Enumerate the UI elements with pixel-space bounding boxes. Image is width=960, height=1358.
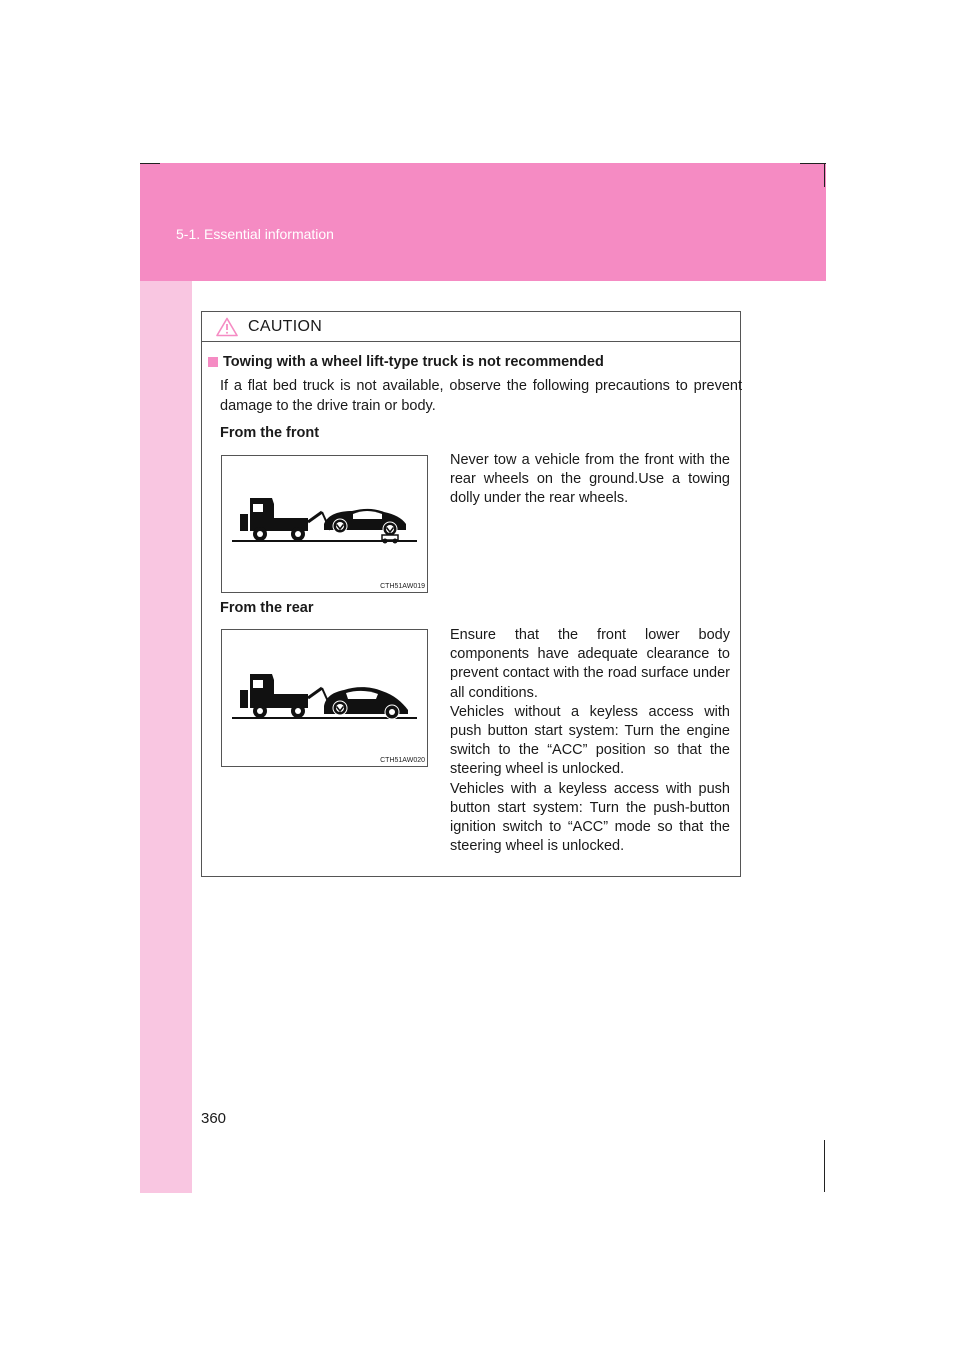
square-bullet-icon bbox=[208, 357, 218, 367]
section-label: 5-1. Essential information bbox=[176, 226, 334, 242]
caution-heading bbox=[208, 354, 604, 370]
page-number: 360 bbox=[201, 1110, 227, 1127]
front-figure-code: CTH51AW019 bbox=[380, 583, 425, 590]
rear-paragraph-1: Ensure that the front lower body components have adequate clearance to prevent contact with the road surface under all conditions. bbox=[450, 627, 730, 701]
caution-box bbox=[201, 311, 741, 877]
rear-figure-code: CTH51AW020 bbox=[380, 757, 425, 764]
warning-icon bbox=[216, 317, 238, 337]
crop-mark bbox=[824, 1140, 825, 1192]
header-band bbox=[140, 163, 826, 281]
crop-mark bbox=[800, 163, 826, 164]
rear-subhead: From the rear bbox=[220, 600, 314, 616]
front-tow-illustration bbox=[222, 456, 427, 592]
intro-paragraph: If a flat bed truck is not available, observe the following precautions to prevent damage to the drive train or body. bbox=[220, 378, 742, 414]
rear-tow-illustration bbox=[222, 630, 427, 766]
front-tow-figure bbox=[221, 455, 428, 593]
crop-mark bbox=[824, 163, 825, 187]
caution-title: CAUTION bbox=[248, 317, 323, 335]
front-subhead: From the front bbox=[220, 425, 320, 441]
side-strip bbox=[140, 281, 192, 1193]
caution-heading-text: Towing with a wheel lift-type truck is not recommended bbox=[223, 354, 604, 370]
front-text: Never tow a vehicle from the front with the rear wheels on the ground.Use a towing dolly under the rear wheels. bbox=[450, 452, 730, 507]
caution-header bbox=[202, 312, 740, 342]
rear-description bbox=[450, 626, 730, 856]
crop-mark bbox=[140, 163, 160, 164]
rear-tow-figure bbox=[221, 629, 428, 767]
rear-paragraph-2: Vehicles without a keyless access with push button start system: Turn the engine switch to the “ACC” position so that the steering wheel is unlocked. bbox=[450, 703, 730, 778]
rear-paragraph-3: Vehicles with a keyless access with push button start system: Turn the push-button ignition switch to “ACC” mode so that the steering wheel is unlocked. bbox=[450, 780, 730, 855]
front-description bbox=[450, 451, 730, 509]
